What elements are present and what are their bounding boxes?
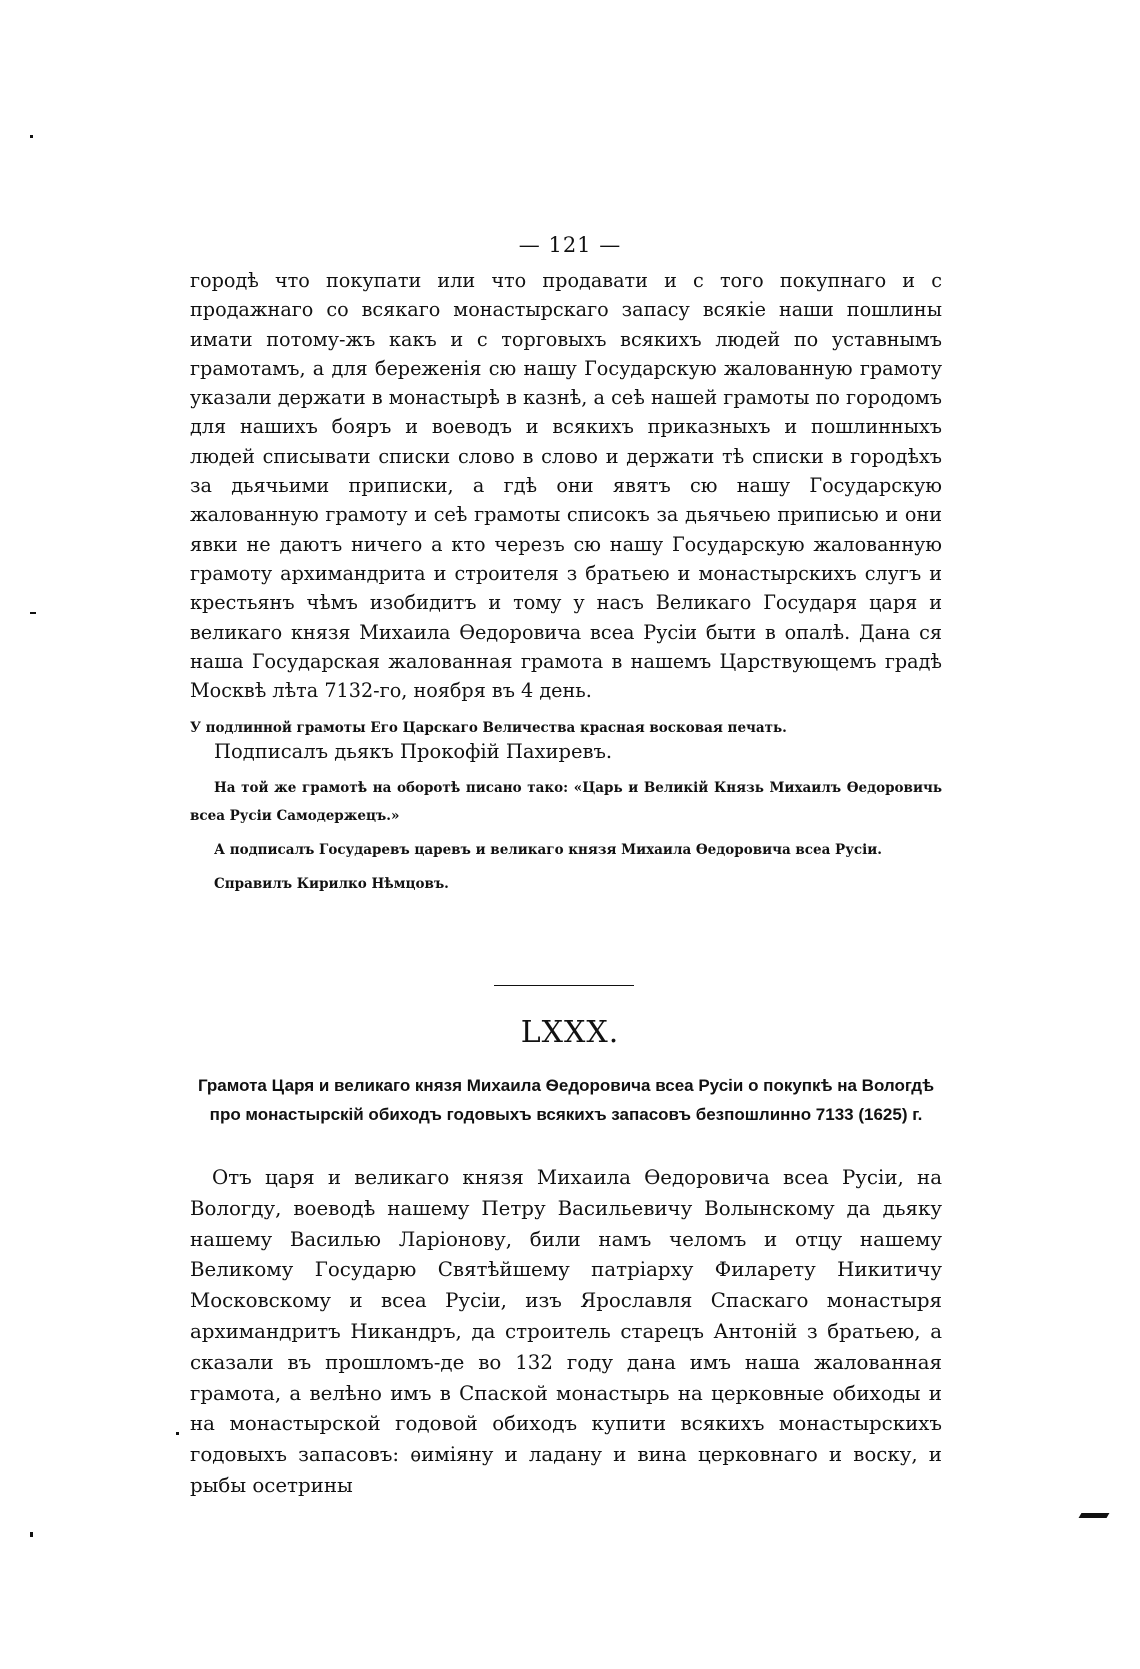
continuation-paragraph [190, 266, 942, 705]
section-heading: Грамота Царя и великаго князя Михаила Ѳедоровича всеа Русіи о покупкѣ на Вологдѣ про монастырскій обиходъ годовыхъ всякихъ запасовъ безпошлинно 7133 (1625) г. [197, 1076, 935, 1124]
section-number: LXXX. [520, 1015, 620, 1050]
reverse-note: А подписалъ Государевъ царевъ и великаго князя Михаила Ѳедоровича всеа Русіи. [214, 842, 882, 858]
page-number: — 121 — [518, 233, 622, 257]
reverse-note: Справилъ Кирилко Нѣмцовъ. [214, 876, 449, 892]
scan-speck [1079, 1513, 1110, 1518]
section-divider [494, 985, 634, 986]
scan-speck [30, 1532, 33, 1537]
reverse-note: На той же грамотѣ на оборотѣ писано тако: «Царь и Великій Князь Михаилъ Ѳедоровичь всеа Русіи Самодержецъ.» [190, 780, 942, 824]
scan-speck [176, 1432, 179, 1435]
reverse-notes [190, 774, 942, 898]
scan-speck [30, 135, 33, 138]
scan-speck [30, 612, 36, 614]
section-body: Отъ царя и великаго князя Михаила Ѳедоровича всеа Русіи, на Вологду, воеводѣ нашему Петру Васильевичу Волынскому да дьяку нашему Василью Ларіонову, били намъ челомъ и отцу нашему Великому Государю Святѣйшему патріарху Филарету Никитичу Московскому и всеа Русіи, изъ Ярославля Спаскаго монастыря архимандритъ Никандръ, да строитель старецъ Антоній з братьею, а сказали въ прошломъ-де во 132 году дана имъ наша жалованная грамота, а велѣно имъ в Спаской монастырь на церковные обиходы и на монастырской годовой обиходъ купити всякихъ монастырскихъ годовыхъ запасовъ: ѳиміяну и ладану и вина церковнаго и воску, и рыбы осетрины [190, 1166, 942, 1497]
seal-note: У подлинной грамоты Его Царскаго Величества красная восковая печать. [190, 720, 787, 736]
signature-line: Подписалъ дьякъ Прокофій Пахиревъ. [214, 740, 613, 763]
continuation-text: городѣ что покупати или что продавати и с того покупнаго и с продажнаго со всякаго монастырскаго запасу всякіе наши пошлины имати потому-жъ какъ и с торговыхъ всякихъ людей по уставнымъ грамотамъ, а для береженія сю нашу Государскую жалованную грамоту указали держати в монастырѣ в казнѣ, а сеѣ нашей грамоты по городомъ для нашихъ бояръ и воеводъ и всякихъ приказныхъ и пошлинныхъ людей списывати списки слово в слово и держати тѣ списки в городѣхъ за дьячьими приписки, а гдѣ они явятъ сю нашу Государскую жалованную грамоту и сеѣ грамоты списокъ за дьячьею приписью и они явки не даютъ ничего а кто черезъ сю нашу Государскую жалованную грамоту архимандрита и строителя з братьею и монастырскихъ слугъ и крестьянъ чѣмъ изобидитъ и тому у насъ Великаго Государя царя и великаго князя Михаила Ѳедоровича всеа Русіи быти в опалѣ. Дана ся наша Государская жалованная грамота в нашемъ Царствующемъ градѣ Москвѣ лѣта 7132-го, ноября въ 4 день. [190, 269, 942, 703]
